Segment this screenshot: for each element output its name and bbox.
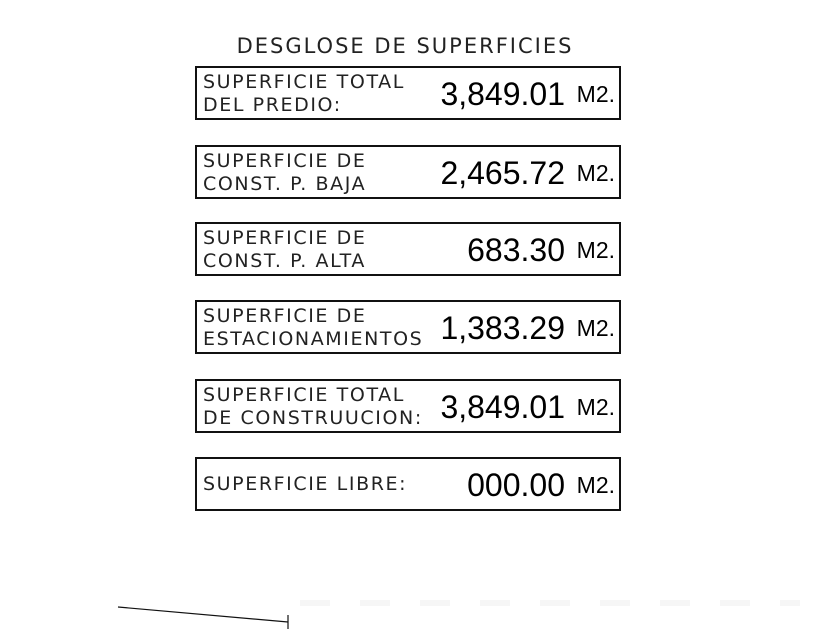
row-label-line-1: SUPERFICIE DE — [203, 227, 367, 249]
row-label-line-1: SUPERFICIE TOTAL — [203, 384, 405, 406]
row-value: 1,383.29 — [440, 310, 565, 346]
row-label-line-2: ESTACIONAMIENTOS — [203, 328, 424, 350]
row-label — [203, 150, 367, 196]
row-label-line-1: SUPERFICIE DE — [203, 150, 367, 172]
row-unit: M2. — [576, 237, 615, 263]
row-label-line-1: SUPERFICIE DE — [203, 305, 367, 327]
row-value: 3,849.01 — [440, 389, 565, 425]
row-label — [203, 384, 423, 430]
leader-line — [110, 600, 310, 630]
row-label — [203, 473, 407, 496]
row-unit: M2. — [576, 315, 615, 341]
row-label — [203, 227, 367, 273]
row-value: 2,465.72 — [440, 155, 565, 191]
area-row-total-predio — [195, 66, 621, 120]
row-value: 683.30 — [467, 232, 565, 268]
area-row-estacionamientos — [195, 300, 621, 354]
row-unit: M2. — [576, 81, 615, 107]
row-label-line-2: CONST. P. BAJA — [203, 173, 367, 195]
area-row-const-planta-alta — [195, 222, 621, 276]
row-label-line-1: SUPERFICIE TOTAL — [203, 71, 405, 93]
row-unit: M2. — [576, 394, 615, 420]
area-row-const-planta-baja — [195, 145, 621, 199]
faint-drawing-remnant — [300, 600, 800, 606]
row-unit: M2. — [576, 160, 615, 186]
area-row-total-construccion — [195, 379, 621, 433]
row-value: 000.00 — [467, 467, 565, 503]
row-unit: M2. — [576, 472, 615, 498]
row-label-line-2: CONST. P. ALTA — [203, 250, 366, 272]
area-row-superficie-libre — [195, 457, 621, 511]
row-label-line-1: SUPERFICIE LIBRE: — [203, 473, 408, 495]
row-label-line-2: DE CONSTRUUCION: — [203, 407, 423, 429]
table-title: DESGLOSE DE SUPERFICIES — [236, 34, 574, 58]
row-label — [203, 71, 405, 117]
row-label-line-2: DEL PREDIO: — [203, 94, 342, 116]
row-label — [203, 305, 423, 351]
row-value: 3,849.01 — [440, 76, 565, 112]
